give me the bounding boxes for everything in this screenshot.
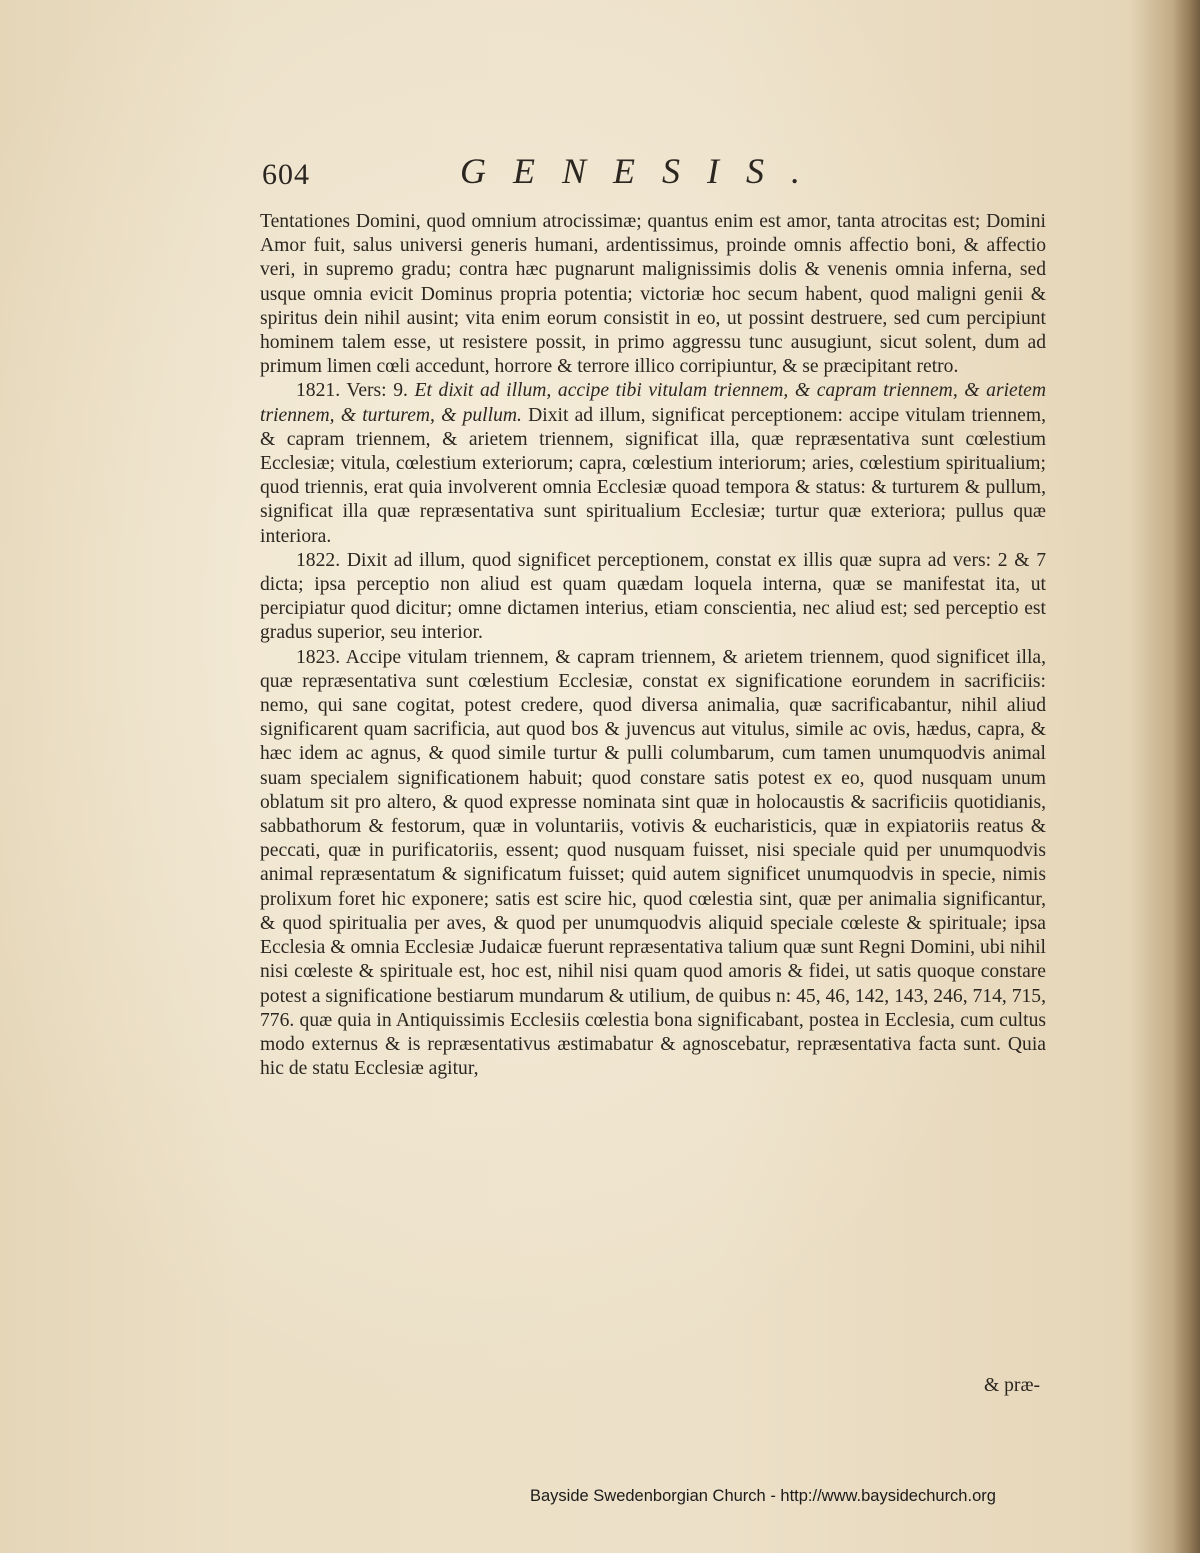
paragraph-text: Tentationes Domini, quod omnium atrocissimæ; quantus enim est amor, tanta atrocitas est; Domini Amor fuit, salus universi generis humani, ardentissimus, proinde omnis affectio boni, & affectio veri, in supremo gradu; contra hæc pugnarunt malignissimis dolis & venenis omnia inferna, sed usque omnia evicit Dominus propria potentia; victoriæ hoc secum habent, quod maligni genii & spiritus dein nihil ausint; vita enim eorum consistit in eo, ut possint destruere, sed cum percipiunt hominem talem esse, ut resistere possit, in primo aggressu tunc ausugiunt, sicut solent, dum ad primum limen cœli accedunt, horrore & terrore illico corripiuntur, & se præcipitant retro. xyxy=(260,211,1046,378)
paragraph-number: 1821. xyxy=(296,380,341,402)
body-text xyxy=(260,210,1046,1081)
paragraph-number: 1823. xyxy=(296,646,341,668)
paragraph-text: Accipe vitulam triennem, & capram triennem, & arietem triennem, quod significet illa, quæ repræsentativa sunt cœlestium Ecclesiæ, constat ex significatione eorundem in sacrificiis: nemo, qui sane cogitat, potest credere, quod diversa animalia, quæ sacrificabantur, nihil aliud significarent quam sacrificia, aut quod bos & juvencus aut vitulus, simile ac ovis, hædus, capra, & hæc idem ac agnus, & quod simile turtur & pulli columbarum, cum tamen unumquodvis animal suam specialem significationem habuit; quod constare satis potest ex eo, quod nusquam unum oblatum sit pro altero, & quod expresse nominata sint quæ in holocaustis & sacrificiis quotidianis, sabbathorum & festorum, quæ in voluntariis, votivis & eucharisticis, quæ in expiatoriis reatus & peccati, quæ in purificatoriis, essent; quod nusquam fuisset, nisi speciale quid per unumquodvis animal repræsentatum & significatum fuisset; quid autem significet unumquodvis in specie, nimis prolixum foret hic exponere; satis est scire hic, quod cœlestia sint, quæ per animalia significantur, & quod spiritualia per aves, & quod per unumquodvis aliquid speciale cœleste & spirituale; ipsa Ecclesia & omnia Ecclesiæ Judaicæ fuerunt repræsentativa talium quæ sunt Regni Domini, ubi nihil nisi cœleste & spirituale est, hoc est, nihil nisi quam quod amoris & fidei, ut satis quoque constare potest a significatione bestiarum mundarum & utilium, de quibus n: 45, 46, 142, 143, 246, 714, 715, 776. quæ quia in Antiquissimis Ecclesiis cœlestia bona significabant, postea in Ecclesia, cum cultus modo externus & is repræsentativus æstimabatur & agnoscebatur, repræsentativa facta sunt. Quia hic de statu Ecclesiæ agitur, xyxy=(260,646,1046,1080)
catchword: & præ- xyxy=(984,1375,1041,1396)
verse-reference: Vers: 9. xyxy=(346,380,408,402)
scripture-citation: Et dixit ad illum, accipe tibi vitulam triennem, & capram triennem, & arietem triennem, & turturem, & pullum. xyxy=(260,380,1046,426)
page-edge-shadow xyxy=(1172,0,1200,1553)
paragraph-1821 xyxy=(260,379,1046,548)
source-credit: Bayside Swedenborgian Church - http://www.baysidechurch.org xyxy=(530,1487,996,1505)
running-title: GENESIS. xyxy=(460,151,827,191)
paragraph-continuation xyxy=(260,210,1046,379)
paragraph-1823 xyxy=(260,646,1046,1082)
paragraph-text: Dixit ad illum, quod significet perceptionem, constat ex illis quæ supra ad vers: 2 & 7 dicta; ipsa perceptio non aliud est quam quædam loquela interna, quæ se manifestat ita, ut percipiatur quod dicitur; omne dictamen interius, etiam conscientia, nec aliud est; sed perceptio est gradus superior, seu interior. xyxy=(260,549,1046,644)
paragraph-1822 xyxy=(260,549,1046,646)
page-number: 604 xyxy=(262,158,310,191)
paragraph-number: 1822. xyxy=(296,549,341,571)
page-header xyxy=(262,150,1062,200)
paragraph-text: Dixit ad illum, significat perceptionem: accipe vitulam triennem, & capram triennem, & arietem triennem, significat illa, quæ repræsentativa sunt cœlestium Ecclesiæ; vitula, cœlestium exteriorum; capra, cœlestium interiorum; aries, cœlestium spiritualium; quod triennis, erat quia involverent omnia Ecclesiæ quoad tempora & status: & turturem & pullum, significat illa quæ repræsentativa sunt spiritualium Ecclesiæ; turtur quæ exteriora; pullus quæ interiora. xyxy=(260,404,1046,547)
